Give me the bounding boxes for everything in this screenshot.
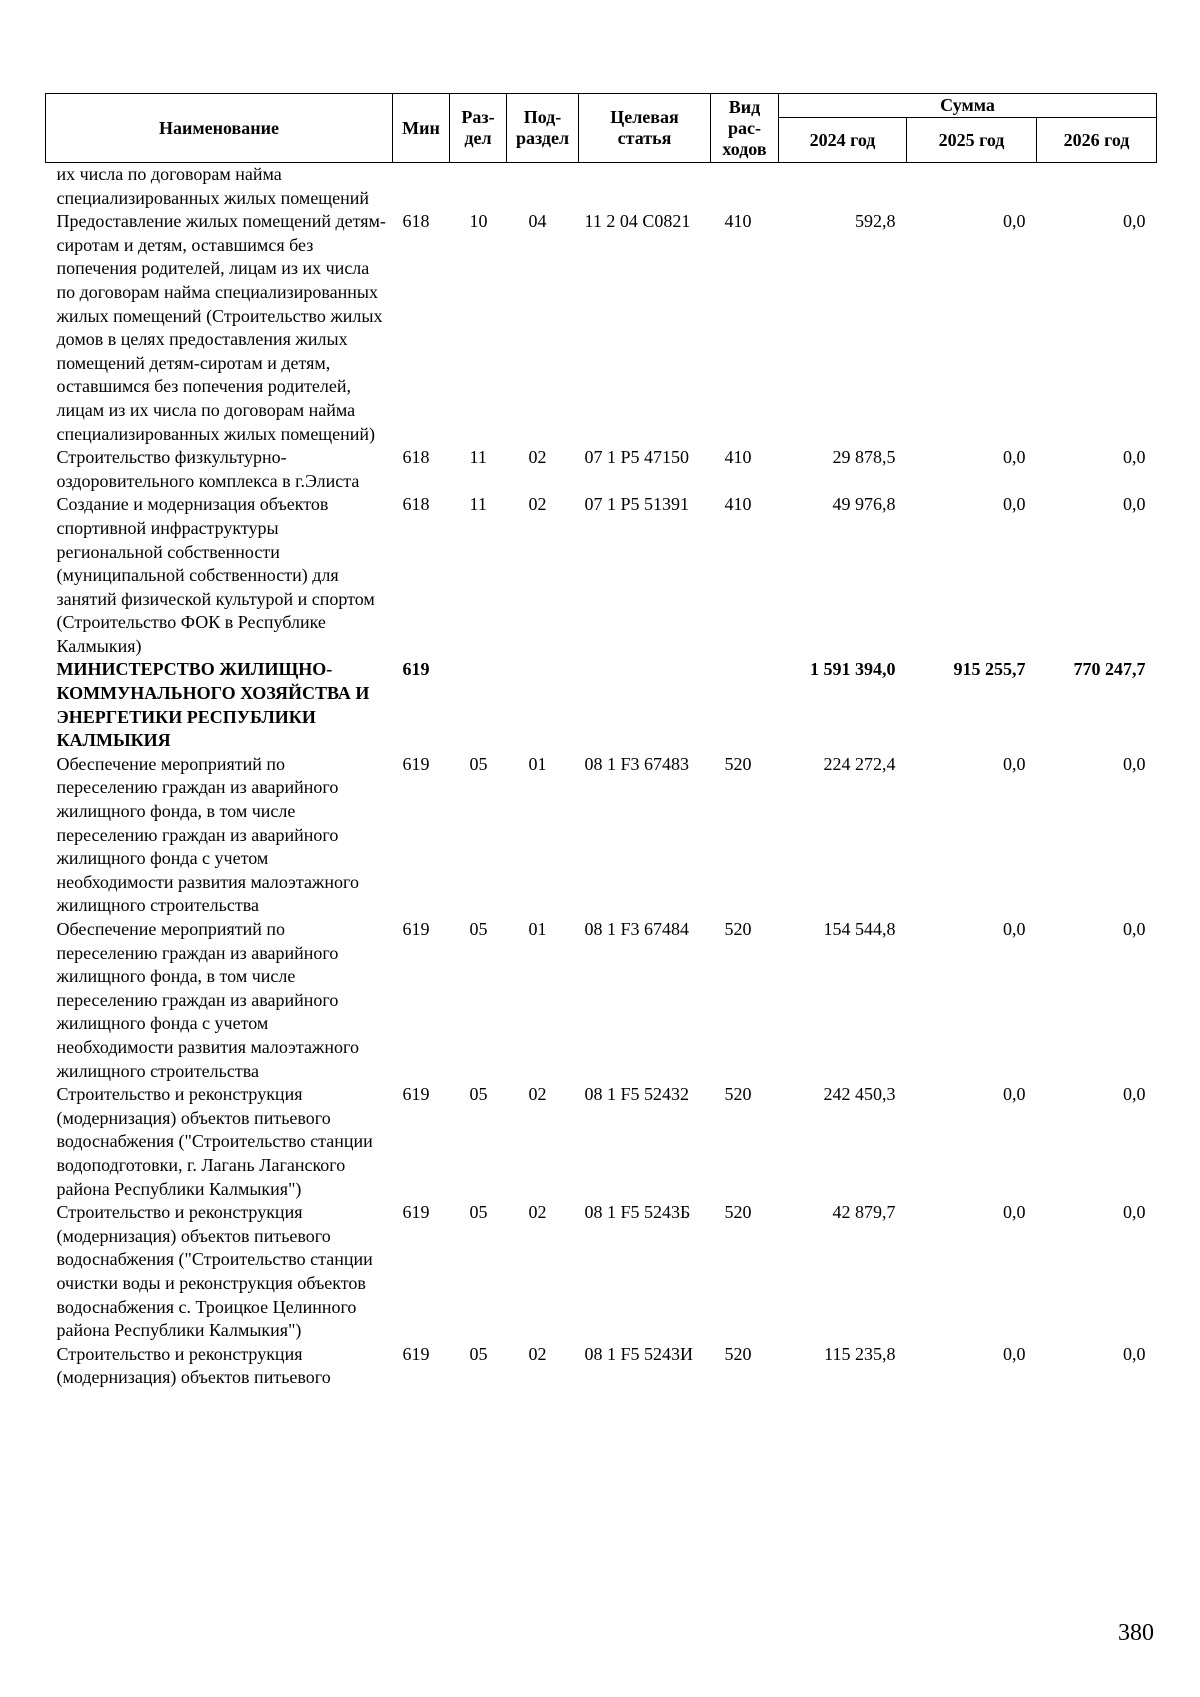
row-razdel-cell: 05 — [469, 919, 488, 939]
row-vid-cell: 520 — [724, 919, 752, 939]
row-podrazdel-cell: 04 — [528, 211, 547, 232]
row-2025-cell: 0,0 — [1003, 211, 1026, 232]
row-celevaya-cell: 08 1 F3 67483 — [584, 753, 690, 774]
table-row — [46, 210, 1157, 446]
row-2026-cell: 0,0 — [1123, 919, 1146, 939]
row-min-cell — [393, 163, 450, 211]
row-razdel-cell: 11 — [469, 447, 487, 468]
row-vid-cell: 520 — [724, 1202, 752, 1223]
table-row — [46, 753, 1157, 918]
row-min-cell: 619 — [402, 1084, 430, 1105]
row-2026-cell: 770 247,7 — [1073, 659, 1146, 680]
row-razdel-cell: 10 — [469, 211, 488, 232]
row-podrazdel-cell: 01 — [528, 919, 547, 939]
row-podrazdel-cell — [507, 163, 579, 211]
row-razdel-cell: 05 — [469, 1084, 488, 1105]
row-name-cell: Строительство и реконструкция (модернизация) объектов питьевого — [56, 1343, 331, 1388]
header-celevaya: Целевая статья — [579, 94, 711, 163]
row-name-cell: Обеспечение мероприятий по переселению граждан из аварийного жилищного фонда, в том числе переселению граждан из аварийного жилищного фонда с учетом необходимости развития малоэтажного жилищного строительства — [56, 753, 359, 916]
row-vid-cell: 520 — [724, 1084, 752, 1105]
row-2024-cell: 49 976,8 — [832, 494, 896, 515]
row-name-cell: Создание и модернизация объектов спортивной инфраструктуры региональной собственности (муниципальной собственности) для занятий физической культурой и спортом (Строительство ФОК в Республике Калмыкия) — [56, 494, 375, 656]
budget-table — [45, 93, 1157, 1390]
page-number: 380 — [1118, 1620, 1154, 1646]
row-2024-cell: 592,8 — [855, 211, 896, 232]
row-podrazdel-cell: 02 — [528, 494, 547, 515]
header-vid: Вид рас- ходов — [711, 94, 779, 163]
table-header — [46, 94, 1157, 163]
header-razdel: Раз- дел — [450, 94, 507, 163]
row-2026-cell: 0,0 — [1123, 1343, 1146, 1364]
row-celevaya-cell: 07 1 P5 51391 — [584, 494, 690, 515]
table-row — [46, 1083, 1157, 1201]
row-2024-cell — [779, 163, 907, 211]
row-name-cell: их числа по договорам найма специализированных жилых помещений — [56, 164, 370, 208]
row-podrazdel-cell — [507, 658, 579, 752]
row-razdel-cell — [450, 658, 507, 752]
header-name: Наименование — [46, 94, 393, 163]
row-min-cell: 618 — [402, 447, 430, 468]
header-summa: Сумма — [779, 94, 1157, 118]
row-celevaya-cell: 08 1 F5 5243Б — [584, 1202, 691, 1223]
row-2026-cell: 0,0 — [1123, 447, 1146, 468]
table-row — [46, 1343, 1157, 1390]
row-name-cell: МИНИСТЕРСТВО ЖИЛИЩНО-КОММУНАЛЬНОГО ХОЗЯЙСТВА И ЭНЕРГЕТИКИ РЕСПУБЛИКИ КАЛМЫКИЯ — [56, 659, 370, 751]
row-vid-cell: 520 — [724, 753, 752, 774]
row-min-cell: 618 — [402, 494, 430, 515]
row-podrazdel-cell: 02 — [528, 1084, 547, 1105]
row-2025-cell: 0,0 — [1003, 494, 1026, 515]
table-row — [46, 163, 1157, 211]
row-2025-cell: 0,0 — [1003, 919, 1026, 939]
row-min-cell: 618 — [402, 211, 430, 232]
row-podrazdel-cell: 01 — [528, 753, 547, 774]
row-razdel-cell: 05 — [469, 1202, 488, 1223]
header-podrazdel: Под- раздел — [507, 94, 579, 163]
row-podrazdel-cell: 02 — [528, 447, 547, 468]
row-2024-cell: 1 591 394,0 — [810, 659, 896, 680]
header-2026: 2026 год — [1037, 118, 1157, 163]
table-row — [46, 493, 1157, 658]
row-name-cell: Строительство и реконструкция (модернизация) объектов питьевого водоснабжения ("Строительство станции водоподготовки, г. Лагань Лаганского района Республики Калмыкия") — [56, 1084, 373, 1199]
row-2025-cell: 0,0 — [1003, 753, 1026, 774]
row-min-cell: 619 — [402, 1202, 430, 1223]
row-celevaya-cell: 08 1 F5 52432 — [584, 1084, 690, 1105]
row-name-cell: Строительство физкультурно-оздоровительного комплекса в г.Элиста — [56, 447, 360, 491]
row-celevaya-cell: 08 1 F3 67484 — [584, 919, 690, 939]
row-2025-cell: 0,0 — [1003, 1343, 1026, 1364]
row-razdel-cell: 11 — [469, 494, 487, 515]
row-vid-cell — [711, 163, 779, 211]
row-2026-cell: 0,0 — [1123, 1084, 1146, 1105]
row-2025-cell: 0,0 — [1003, 1084, 1026, 1105]
row-2026-cell: 0,0 — [1123, 211, 1146, 232]
row-name-cell: Обеспечение мероприятий по переселению граждан из аварийного жилищного фонда, в том числе переселению граждан из аварийного жилищного фонда с учетом необходимости развития малоэтажного жилищного строительства — [56, 919, 359, 1081]
header-2025: 2025 год — [907, 118, 1037, 163]
row-razdel-cell: 05 — [469, 753, 488, 774]
row-celevaya-cell: 07 1 P5 47150 — [584, 447, 690, 468]
table-row — [46, 658, 1157, 752]
row-razdel-cell: 05 — [469, 1343, 488, 1364]
table-row — [46, 446, 1157, 493]
row-podrazdel-cell: 02 — [528, 1343, 547, 1364]
row-vid-cell — [711, 658, 779, 752]
table-row — [46, 1201, 1157, 1343]
row-min-cell: 619 — [402, 1343, 430, 1364]
row-2026-cell: 0,0 — [1123, 494, 1146, 515]
table-body — [46, 163, 1157, 1390]
row-vid-cell: 520 — [724, 1343, 752, 1364]
row-min-cell: 619 — [402, 753, 430, 774]
row-podrazdel-cell: 02 — [528, 1202, 547, 1223]
header-2024: 2024 год — [779, 118, 907, 163]
row-2026-cell — [1037, 163, 1157, 211]
row-vid-cell: 410 — [724, 494, 752, 515]
row-2026-cell: 0,0 — [1123, 1202, 1146, 1223]
row-2024-cell: 154 544,8 — [823, 919, 896, 939]
row-2024-cell: 29 878,5 — [832, 447, 896, 468]
row-name-cell: Строительство и реконструкция (модернизация) объектов питьевого водоснабжения ("Строительство станции очистки воды и реконструкция объектов водоснабжения с. Троицкое Целинного района Республики Калмыкия") — [56, 1202, 373, 1341]
header-min: Мин — [393, 94, 450, 163]
row-celevaya-cell — [579, 658, 711, 752]
row-name-cell: Предоставление жилых помещений детям-сиротам и детям, оставшимся без попечения родителей, лицам из их числа по договорам найма специализированных жилых помещений (Строительство жилых домов в целях предоставления жилых помещений детям-сиротам и детям, оставшимся без попечения родителей, лицам из их числа по договорам найма специализированных жилых помещений) — [56, 211, 386, 444]
row-vid-cell: 410 — [724, 211, 752, 232]
row-2024-cell: 42 879,7 — [832, 1202, 896, 1223]
row-2025-cell: 0,0 — [1003, 1202, 1026, 1223]
row-2025-cell: 915 255,7 — [953, 659, 1026, 680]
row-min-cell: 619 — [402, 659, 430, 680]
row-celevaya-cell — [579, 163, 711, 211]
row-2024-cell: 242 450,3 — [823, 1084, 896, 1105]
table-row — [46, 918, 1157, 1083]
row-celevaya-cell: 11 2 04 C0821 — [584, 211, 691, 232]
row-2025-cell: 0,0 — [1003, 447, 1026, 468]
row-vid-cell: 410 — [724, 447, 752, 468]
row-min-cell: 619 — [402, 919, 430, 939]
row-celevaya-cell: 08 1 F5 5243И — [584, 1343, 694, 1364]
row-2026-cell: 0,0 — [1123, 753, 1146, 774]
row-razdel-cell — [450, 163, 507, 211]
row-2025-cell — [907, 163, 1037, 211]
row-2024-cell: 115 235,8 — [824, 1343, 896, 1364]
row-2024-cell: 224 272,4 — [823, 753, 896, 774]
